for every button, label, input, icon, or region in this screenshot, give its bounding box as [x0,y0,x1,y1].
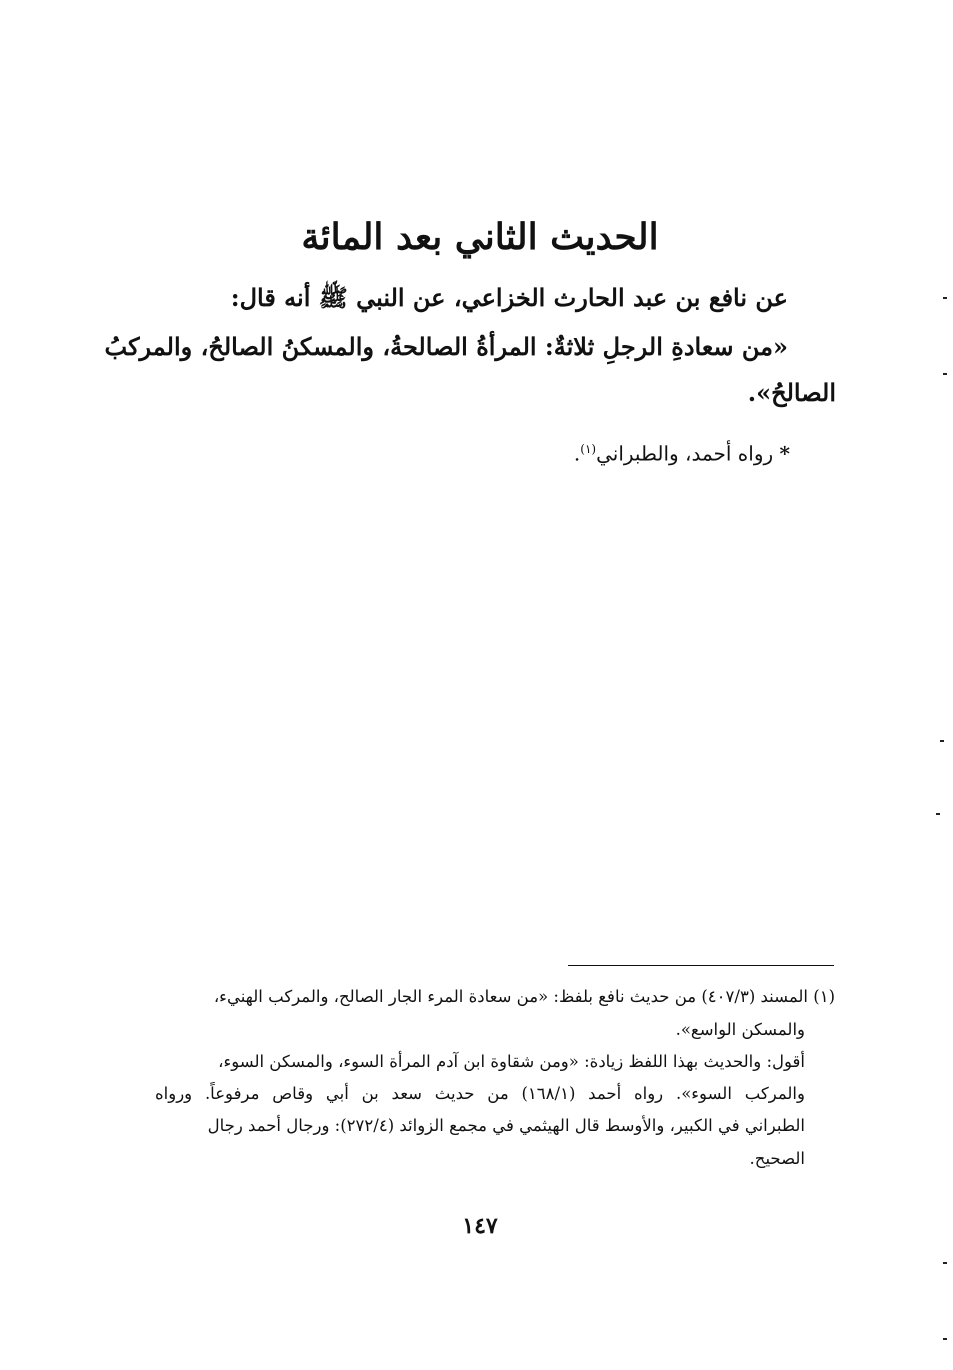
footnote-line-3: أقول: والحديث بهذا اللفظ زيادة: «ومن شقاوة ابن آدم المرأة السوء، والمسكن السوء، [218,1052,805,1071]
page-number: ١٤٧ [462,1213,498,1239]
scan-speck [943,297,947,299]
hadith-text-line-2: الصالحُ». [747,378,836,407]
footnote-divider [568,965,834,966]
footnote-line-4: والمركب السوء». رواه أحمد (١٦٨/١) من حديث سعد بن أبي وقاص مرفوعاً. ورواه [155,1084,805,1103]
footnote-line-2: والمسكن الواسع». [675,1020,805,1039]
scan-speck [943,373,947,375]
narration-text: رواه أحمد، والطبراني [596,441,774,466]
hadith-title: الحديث الثاني بعد المائة [301,216,659,258]
hadith-text-line-1: «من سعادةِ الرجلِ ثلاثةٌ: المرأةُ الصالحةُ، والمسكنُ الصالحُ، والمركبُ [104,332,788,361]
scan-speck [936,813,940,815]
scan-speck [943,1262,947,1264]
scan-speck [940,740,944,742]
narration-marker: * [779,441,790,466]
hadith-chain: عن نافع بن عبد الحارث الخزاعي، عن النبي ﷺ أنه قال: [230,283,788,312]
footnote-line-1: (١) المسند (٤٠٧/٣) من حديث نافع بلفظ: «من سعادة المرء الجار الصالح، والمركب الهنيء، [213,987,835,1006]
narration-end: . [573,441,581,466]
scan-speck [943,1338,947,1340]
footnote-line-6: الصحيح. [749,1149,805,1168]
footnote-ref[interactable]: (١) [580,442,597,456]
footnote-line-5: الطبراني في الكبير، والأوسط قال الهيثمي في مجمع الزوائد (٢٧٢/٤): ورجال أحمد رجال [207,1116,805,1135]
narration-line [400,432,790,471]
